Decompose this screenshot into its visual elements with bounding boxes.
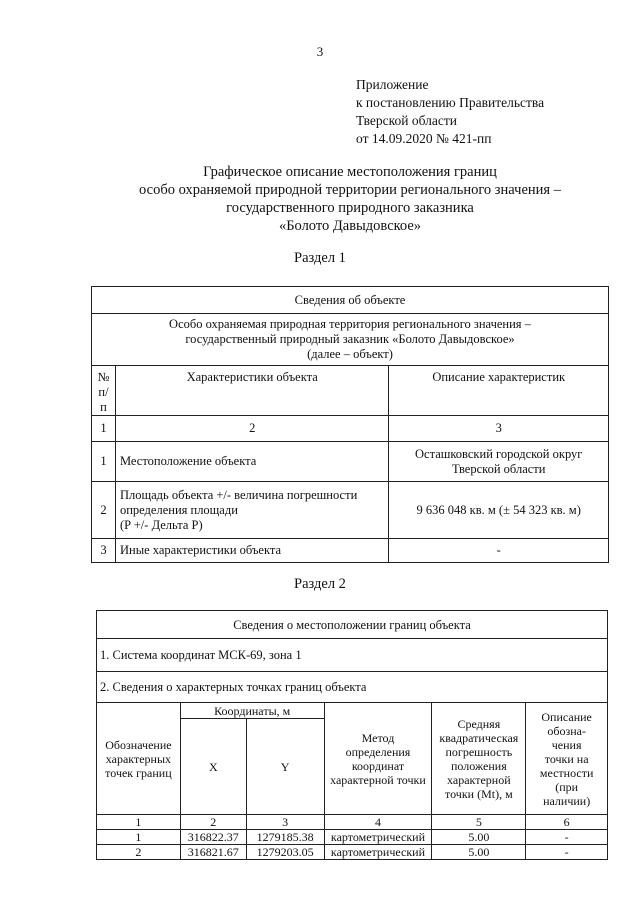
boundary-points-table [96, 610, 608, 860]
object-description [92, 314, 609, 366]
description-line: Тверской области [451, 461, 546, 476]
row-description [389, 442, 609, 482]
header-y: Y [246, 719, 324, 815]
title-line: «Болото Давыдовское» [278, 218, 422, 234]
row-num: 3 [92, 539, 116, 563]
col-number: 6 [526, 815, 608, 830]
header-line: характерной точки [330, 772, 426, 787]
header-characteristics: Характеристики объекта [115, 366, 388, 416]
header-line: точки на [544, 751, 589, 766]
characteristic-line: определения площади [119, 502, 238, 517]
point-x: 316822.37 [180, 830, 246, 845]
point-description: - [526, 830, 608, 845]
row-num: 2 [92, 482, 116, 539]
col-number: 4 [324, 815, 432, 830]
appendix-line: от 14.09.2020 № 421-пп [356, 131, 492, 146]
appendix-line: Тверской области [356, 113, 457, 128]
point-error: 5.00 [432, 830, 526, 845]
row-characteristic: Местоположение объекта [115, 442, 388, 482]
header-line: Средняя [457, 716, 501, 731]
row-description: - [389, 539, 609, 563]
header-line: Описание [541, 709, 592, 724]
row-characteristic: Иные характеристики объекта [115, 539, 388, 563]
col-number: 3 [246, 815, 324, 830]
point-method: картометрический [324, 845, 432, 860]
appendix-block [356, 76, 544, 148]
title-line: особо охраняемой природной территории регионального значения – [139, 182, 561, 198]
point-x: 316821.67 [180, 845, 246, 860]
description-line: Осташковский городской округ [415, 446, 583, 461]
col-number: 3 [389, 416, 609, 442]
header-error [432, 703, 526, 815]
header-line: характерных [105, 751, 172, 766]
header-line: точек границ [105, 765, 172, 780]
header-line: координат [351, 758, 405, 773]
col-number: 5 [432, 815, 526, 830]
header-line: Метод [361, 730, 395, 745]
characteristic-line: (P +/- Дельта P) [119, 517, 203, 532]
col-number: 2 [115, 416, 388, 442]
table-title: Сведения о местоположении границ объекта [97, 611, 608, 639]
point-y: 1279203.05 [246, 845, 324, 860]
header-x: X [180, 719, 246, 815]
row-description: 9 636 048 кв. м (± 54 323 кв. м) [389, 482, 609, 539]
points-heading: 2. Сведения о характерных точках границ объекта [97, 672, 608, 703]
header-method [324, 703, 432, 815]
appendix-line: к постановлению Правительства [356, 95, 545, 110]
page-number: 3 [316, 44, 324, 59]
col-number: 1 [92, 416, 116, 442]
header-line: положения [450, 758, 507, 773]
header-line: квадратическая [439, 730, 519, 745]
point-error: 5.00 [432, 845, 526, 860]
point-y: 1279185.38 [246, 830, 324, 845]
header-designation [97, 703, 181, 815]
header-line: точки (Mt), м [445, 786, 513, 801]
point-id: 2 [97, 845, 181, 860]
row-num: 1 [92, 442, 116, 482]
section2-heading: Раздел 2 [294, 576, 346, 592]
header-coordinates: Координаты, м [180, 703, 324, 719]
document-title [80, 163, 620, 235]
appendix-line: Приложение [356, 77, 429, 92]
point-method: картометрический [324, 830, 432, 845]
coord-system: 1. Система координат МСК-69, зона 1 [97, 639, 608, 672]
object-line: Особо охраняемая природная территория регионального значения – [169, 317, 531, 331]
title-line: государственного природного заказника [226, 200, 474, 216]
object-line: государственный природный заказник «Болото Давыдовское» [185, 332, 515, 346]
header-line: (при [555, 779, 579, 794]
header-point-description [526, 703, 608, 815]
table-title: Сведения об объекте [92, 287, 609, 314]
header-line: обозна- [547, 723, 586, 738]
title-line: Графическое описание местоположения границ [203, 164, 497, 180]
row-characteristic [115, 482, 388, 539]
header-line: наличии) [543, 793, 591, 808]
header-line: чения [551, 737, 582, 752]
header-line: Обозначение [105, 737, 172, 752]
section1-heading: Раздел 1 [294, 250, 346, 266]
point-id: 1 [97, 830, 181, 845]
header-description: Описание характеристик [389, 366, 609, 416]
header-line: погрешность [445, 744, 513, 759]
header-num: № п/п [92, 366, 116, 416]
header-line: характерной [447, 772, 511, 787]
header-line: определения [345, 744, 411, 759]
object-line: (далее – объект) [307, 347, 393, 361]
header-line: местности [539, 765, 594, 780]
col-number: 2 [180, 815, 246, 830]
col-number: 1 [97, 815, 181, 830]
point-description: - [526, 845, 608, 860]
characteristic-line: Площадь объекта +/- величина погрешности [119, 487, 358, 502]
object-info-table [91, 286, 609, 563]
